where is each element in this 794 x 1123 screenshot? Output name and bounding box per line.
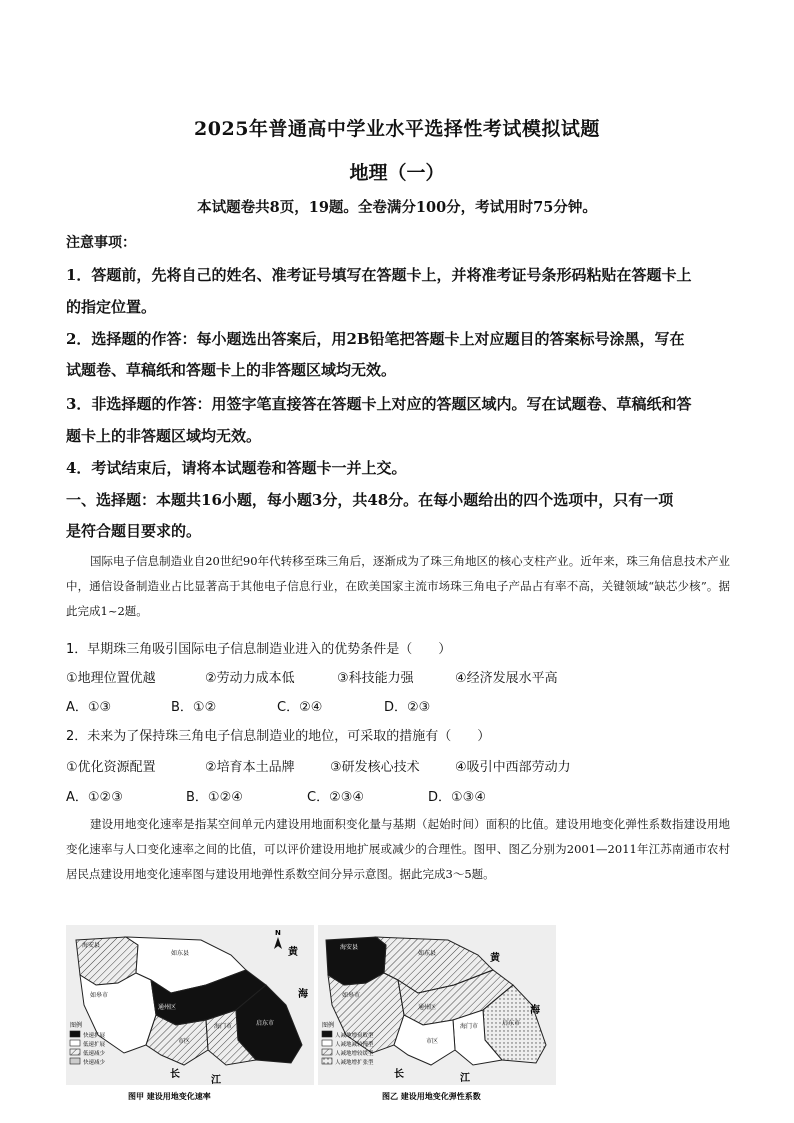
question-2-options — [66, 786, 730, 804]
svg-text:低速扩展: 低速扩展 — [83, 1042, 106, 1048]
place-label: 通州区 — [418, 1004, 437, 1011]
map-jia — [66, 925, 314, 1105]
place-label: 海安县 — [82, 942, 101, 949]
notice-line: 3．非选择题的作答：用签字笔直接答在答题卡上对应的答题区域内。写在试题卷、草稿纸和答 — [66, 395, 692, 413]
exam-title: 2025年普通高中学业水平选择性考试模拟试题 — [194, 118, 600, 140]
svg-text:人减地增衰败型: 人减地增衰败型 — [335, 1033, 374, 1039]
statement: ③科技能力强 — [337, 671, 414, 686]
place-label: 启东市 — [256, 1020, 275, 1027]
svg-text:人减地增扩张型: 人减地增扩张型 — [335, 1060, 374, 1066]
notice-line: 1．答题前，先将自己的姓名、准考证号填写在答题卡上，并将准考证号条形码粘贴在答题卡上 — [66, 266, 692, 284]
exam-info: 本试题卷共8页，19题。全卷满分100分，考试用时75分钟。 — [197, 199, 597, 216]
map-yi — [318, 925, 556, 1105]
option-d: D．②③ — [384, 700, 431, 715]
passage-2: 建设用地变化速率是指某空间单元内建设用地面积变化量与基期（起始时间）面积的比值。建设用地变化弹性系数指建设用地变化速率与人口变化速率之间的比值，可以评价建设用地扩展或减少的合理性。图甲、图乙分别为2001—2011年江苏南通市农村居民点建设用地变化速率图与建设用地弹性系数空间分异示意图。据此完成3～5题。 — [66, 817, 730, 881]
question-1-statements — [66, 667, 730, 685]
statement: ④吸引中西部劳动力 — [455, 760, 571, 775]
option-b: B．①②④ — [186, 790, 243, 805]
option-c: C．②③④ — [307, 790, 365, 805]
svg-text:快速扩展: 快速扩展 — [83, 1033, 106, 1039]
place-label: 海门市 — [214, 1023, 233, 1030]
water-label: 海 — [298, 989, 308, 1000]
option-a: A．①②③ — [66, 790, 123, 805]
question-1-stem: 1．早期珠三角吸引国际电子信息制造业进入的优势条件是（ ） — [66, 642, 452, 657]
svg-text:人减地减较慢型: 人减地减较慢型 — [335, 1042, 374, 1048]
svg-text:N: N — [275, 929, 281, 937]
place-label: 启东市 — [502, 1020, 521, 1027]
option-d: D．①③④ — [428, 790, 486, 805]
statement: ③研发核心技术 — [330, 760, 420, 775]
place-label: 如皋市 — [342, 992, 361, 999]
notice-heading: 注意事项： — [66, 235, 136, 251]
option-b: B．①② — [171, 700, 217, 715]
place-label: 如东县 — [418, 950, 437, 957]
subject-title: 地理（一） — [349, 162, 445, 184]
statement: ①优化资源配置 — [66, 760, 156, 775]
notice-line: 题卡上的非答题区域均无效。 — [66, 427, 262, 445]
place-label: 海门市 — [460, 1023, 479, 1030]
water-label: 江 — [211, 1075, 221, 1086]
water-label: 长 — [394, 1069, 404, 1080]
svg-text:快速减少: 快速减少 — [83, 1060, 106, 1066]
water-label: 长 — [170, 1069, 180, 1080]
water-label: 黄 — [490, 953, 500, 964]
statement: ②劳动力成本低 — [205, 671, 295, 686]
section-heading: 一、选择题：本题共16小题，每小题3分，共48分。在每小题给出的四个选项中，只有一项 — [66, 491, 674, 509]
svg-text:图例: 图例 — [322, 1022, 335, 1029]
place-label: 海安县 — [340, 944, 359, 951]
notice-line: 4．考试结束后，请将本试题卷和答题卡一并上交。 — [66, 459, 407, 477]
option-c: C．②④ — [277, 700, 323, 715]
place-label: 市区 — [426, 1038, 439, 1045]
question-2-stem: 2．未来为了保持珠三角电子信息制造业的地位，可采取的措施有（ ） — [66, 729, 491, 744]
water-label: 江 — [460, 1073, 470, 1084]
question-2-statements — [66, 756, 730, 774]
question-1-options — [66, 696, 730, 714]
svg-text:人减地增较缓型: 人减地增较缓型 — [335, 1051, 374, 1057]
svg-text:图例: 图例 — [70, 1022, 83, 1029]
statement: ①地理位置优越 — [66, 671, 156, 686]
map-caption: 图甲 建设用地变化速率 — [128, 1092, 211, 1101]
notice-line: 的指定位置。 — [66, 298, 157, 316]
place-label: 如东县 — [171, 950, 190, 957]
statement: ④经济发展水平高 — [455, 671, 558, 686]
place-label: 通州区 — [158, 1004, 177, 1011]
notice-line: 试题卷、草稿纸和答题卡上的非答题区域均无效。 — [66, 361, 397, 379]
place-label: 如皋市 — [90, 992, 109, 999]
option-a: A．①③ — [66, 700, 112, 715]
svg-text:低速减少: 低速减少 — [83, 1051, 106, 1057]
passage-1: 国际电子信息制造业自20世纪90年代转移至珠三角后，逐渐成为了珠三角地区的核心支柱产业。近年来，珠三角信息技术产业中，通信设备制造业占比显著高于其他电子信息行业，在欧美国家主流市场珠三角电子产品占有率不高，关键领域“缺芯少核”。据此完成1~2题。 — [66, 554, 730, 618]
statement: ②培育本土品牌 — [205, 760, 295, 775]
water-label: 黄 — [288, 947, 298, 958]
place-label: 市区 — [178, 1038, 191, 1045]
water-label: 海 — [530, 1005, 540, 1016]
notice-line: 2．选择题的作答：每小题选出答案后，用2B铅笔把答题卡上对应题目的答案标号涂黑，写在 — [66, 330, 685, 348]
section-heading: 是符合题目要求的。 — [66, 522, 202, 540]
map-caption: 图乙 建设用地变化弹性系数 — [382, 1092, 481, 1101]
